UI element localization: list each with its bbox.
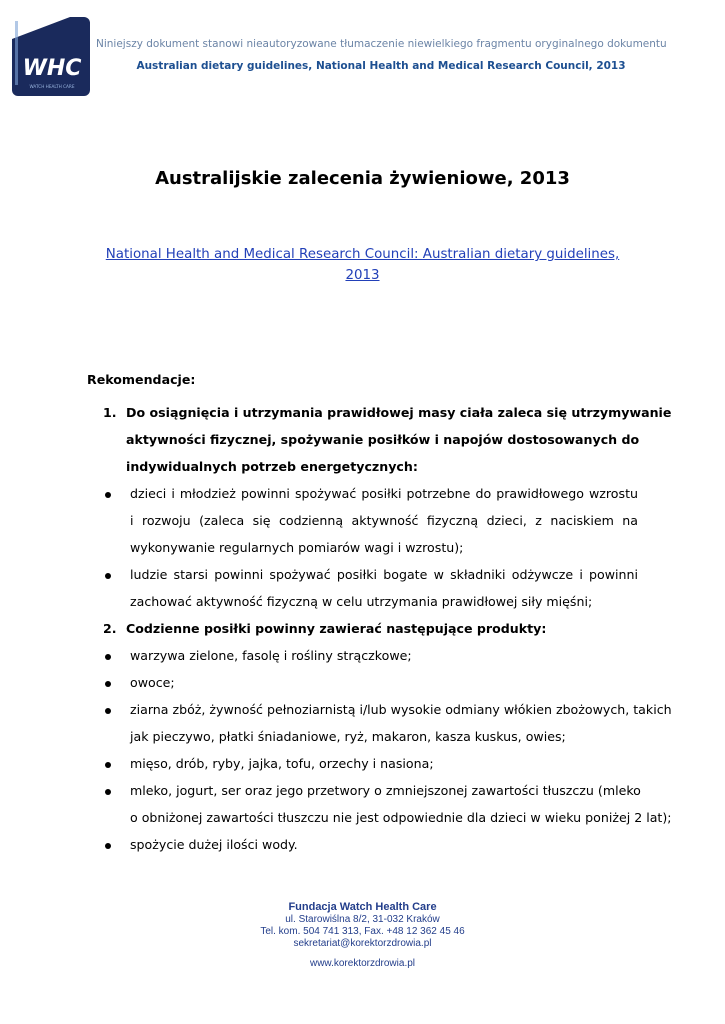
footer-website[interactable]: www.korektorzdrowia.pl [309, 958, 416, 969]
footer-email[interactable]: sekretariat@korektorzdrowia.pl [293, 938, 432, 949]
rec2-bullet-line: ziarna zbóż, żywność pełnoziarnistą i/lub wysokie odmiany włókien zbożowych, takich [130, 702, 672, 717]
rec2-heading: Codzienne posiłki powinny zawierać następujące produkty: [126, 621, 547, 636]
section-label: Rekomendacje: [87, 372, 196, 387]
bullet-icon [105, 654, 111, 660]
footer-address: ul. Starowiślna 8/2, 31-032 Kraków [285, 914, 440, 925]
rec2-bullet-line: jak pieczywo, płatki śniadaniowe, ryż, makaron, kasza kuskus, owies; [130, 729, 566, 744]
rec1-bullet-line: i rozwoju (zaleca się codzienną aktywność fizyczną dzieci, z naciskiem na [130, 513, 638, 528]
bullet-icon [105, 843, 111, 849]
header-source: Australian dietary guidelines, National Health and Medical Research Council, 2013 [136, 60, 626, 72]
header-disclaimer: Niniejszy dokument stanowi nieautoryzowane tłumaczenie niewielkiego fragmentu oryginalnego dokumentu [96, 38, 667, 50]
rec1-bullet-line: wykonywanie regularnych pomiarów wagi i wzrostu); [130, 540, 464, 555]
rec1-bullet-line: ludzie starsi powinni spożywać posiłki bogate w składniki odżywcze i powinni [130, 567, 638, 582]
whc-logo [12, 17, 90, 96]
rec1-line: Do osiągnięcia i utrzymania prawidłowej masy ciała zaleca się utrzymywanie [126, 405, 672, 420]
rec2-bullet-line: mięso, drób, ryby, jajka, tofu, orzechy i nasiona; [130, 756, 434, 771]
rec2-bullet-line: o obniżonej zawartości tłuszczu nie jest odpowiednie dla dzieci w wieku poniżej 2 lat); [130, 810, 672, 825]
logo-subtext: WATCH HEALTH CARE [29, 84, 75, 89]
page-title: Australijskie zalecenia żywieniowe, 2013 [155, 168, 570, 189]
rec2-bullet-line: owoce; [130, 675, 175, 690]
rec2-bullet-line: mleko, jogurt, ser oraz jego przetwory o zmniejszonej zawartości tłuszczu (mleko [130, 783, 641, 798]
bullet-icon [105, 762, 111, 768]
source-link[interactable] [90, 244, 635, 286]
rec1-line: aktywności fizycznej, spożywanie posiłków i napojów dostosowanych do [126, 432, 640, 447]
logo-text: WHC [22, 56, 82, 81]
footer-org: Fundacja Watch Health Care [288, 901, 437, 913]
rec1-bullet-line: dzieci i młodzież powinni spożywać posiłki potrzebne do prawidłowego wzrostu [130, 486, 638, 501]
rec2-bullet-line: spożycie dużej ilości wody. [130, 837, 298, 852]
bullet-icon [105, 708, 111, 714]
source-link-line1[interactable]: National Health and Medical Research Council: Australian dietary guidelines, [105, 247, 620, 262]
footer-phone: Tel. kom. 504 741 313, Fax. +48 12 362 45 46 [260, 926, 465, 937]
rec2-number: 2. [103, 621, 117, 636]
bullet-icon [105, 492, 111, 498]
bullet-icon [105, 789, 111, 795]
rec2-bullet-line: warzywa zielone, fasolę i rośliny strączkowe; [130, 648, 412, 663]
source-link-line2[interactable]: 2013 [345, 268, 380, 283]
bullet-icon [105, 573, 111, 579]
rec1-bullet-line: zachować aktywność fizyczną w celu utrzymania prawidłowej siły mięśni; [130, 594, 593, 609]
rec1-line: indywidualnych potrzeb energetycznych: [126, 459, 418, 474]
rec1-number: 1. [103, 405, 117, 420]
bullet-icon [105, 681, 111, 687]
